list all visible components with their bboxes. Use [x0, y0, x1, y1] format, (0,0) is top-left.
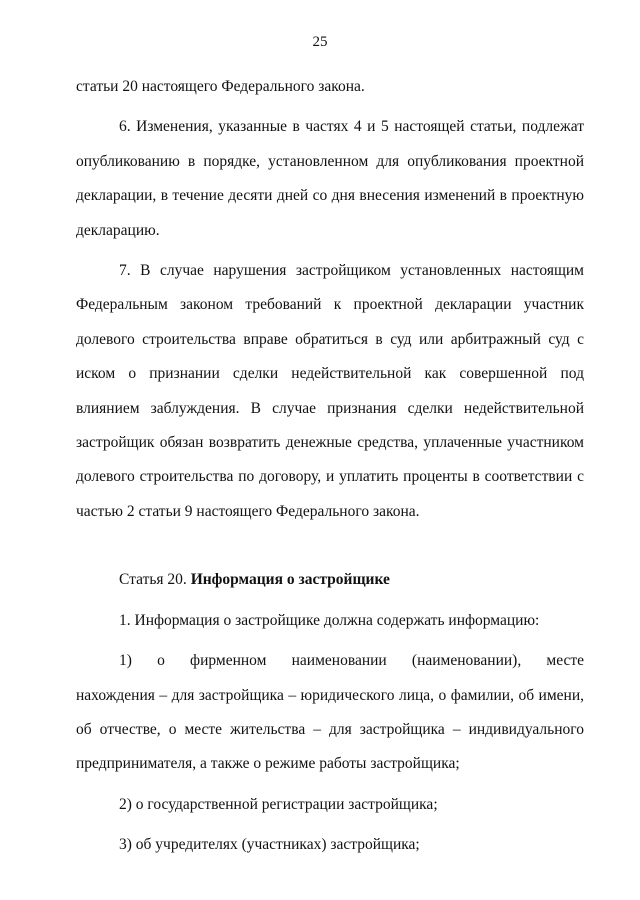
item-1-1-rest: нахождения – для застройщика – юридического лица, о фамилии, об имени, об отчестве, о месте жительства – для застройщика – индивидуального предпринимателя, а также о режиме работы застройщика;: [76, 686, 584, 773]
item-3: 3) об учредителях (участниках) застройщика;: [119, 836, 420, 854]
item-1: 1. Информация о застройщике должна содержать информацию:: [119, 611, 540, 629]
document-body: [76, 70, 584, 863]
article-heading: [76, 563, 584, 597]
page-number: 25: [312, 34, 328, 50]
paragraph-7: 7. В случае нарушения застройщиком установленных настоящим Федеральным законом требований к проектной декларации участник долевого строительства вправе обратиться в суд или арбитражный суд с иском о признании сделки недействительной как совершенной под влиянием заблуждения. В случае признания сделки недействительной застройщик обязан возвратить денежные средства, уплаченные участником долевого строительства по договору, и уплатить проценты в соответствии с частью 2 статьи 9 настоящего Федерального закона.: [76, 262, 584, 520]
item-2: 2) о государственной регистрации застройщика;: [119, 795, 438, 813]
article-title: Информация о застройщике: [190, 571, 390, 589]
item-1-1-first-line: 1) о фирменном наименовании (наименовании), месте: [119, 652, 584, 670]
article-number: Статья 20.: [119, 571, 191, 589]
paragraph-continuation: статьи 20 настоящего Федерального закона.: [76, 78, 365, 95]
paragraph-6: 6. Изменения, указанные в частях 4 и 5 настоящей статьи, подлежат опубликованию в порядке, установленном для опубликования проектной декларации, в течение десяти дней со дня внесения изменений в проектную декларацию.: [76, 118, 584, 239]
